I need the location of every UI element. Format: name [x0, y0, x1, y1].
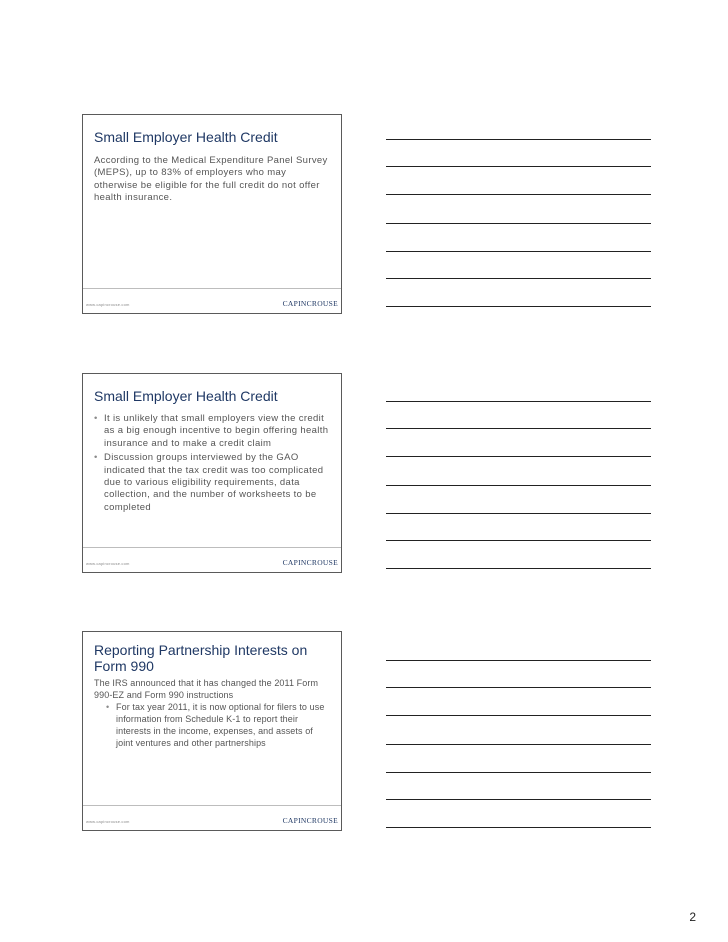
slide-3-logo: CAPINCROUSE	[282, 816, 338, 825]
slide-2	[82, 373, 342, 573]
slide-1-title: Small Employer Health Credit	[94, 129, 278, 145]
slide-2-bullet-list	[94, 413, 329, 514]
note-line	[386, 139, 651, 140]
note-line	[386, 428, 651, 429]
note-line	[386, 799, 651, 800]
note-line	[386, 568, 651, 569]
note-line	[386, 827, 651, 828]
slide-1-body: According to the Medical Expenditure Panel Survey (MEPS), up to 83% of employers who may otherwise be eligible for the full credit do not offer health insurance.	[94, 155, 328, 204]
slide-3-body	[94, 677, 329, 751]
slide-2-bullet-2: • Discussion groups interviewed by the GAO indicated that the tax credit was too complicated due to various eligibility requirements, data collection, and the number of worksheets to be completed	[94, 452, 329, 514]
slide-1-footer-url: www.capincrouse.com	[86, 302, 130, 307]
slide-3	[82, 631, 342, 831]
slide-3-sub-bullet-1: • For tax year 2011, it is now optional for filers to use information from Schedule K-1 to report their interests in the income, expenses, and assets of joint ventures and other partnerships	[106, 701, 329, 749]
note-line	[386, 772, 651, 773]
note-line	[386, 456, 651, 457]
note-line	[386, 194, 651, 195]
note-line	[386, 513, 651, 514]
note-line	[386, 306, 651, 307]
slide-2-footer	[83, 547, 341, 572]
slide-3-title: Reporting Partnership Interests on Form 990	[94, 642, 308, 674]
note-line	[386, 278, 651, 279]
slide-1	[82, 114, 342, 314]
note-line	[386, 166, 651, 167]
slide-2-footer-url: www.capincrouse.com	[86, 561, 130, 566]
page-number: 2	[689, 910, 696, 924]
note-line	[386, 540, 651, 541]
slide-3-footer	[83, 805, 341, 830]
note-line	[386, 660, 651, 661]
slide-2-body	[94, 413, 329, 516]
note-line	[386, 223, 651, 224]
slide-2-logo: CAPINCROUSE	[282, 558, 338, 567]
slide-1-footer	[83, 288, 341, 313]
note-line	[386, 744, 651, 745]
note-line	[386, 687, 651, 688]
slide-3-paragraph: The IRS announced that it has changed the 2011 Form 990-EZ and Form 990 instructions	[94, 678, 319, 700]
note-line	[386, 401, 651, 402]
note-line	[386, 485, 651, 486]
slide-2-bullet-1: • It is unlikely that small employers view the credit as a big enough incentive to begin offering health insurance and to make a credit claim	[94, 413, 329, 450]
slide-3-sub-list	[94, 701, 329, 749]
note-line	[386, 715, 651, 716]
slide-1-logo: CAPINCROUSE	[282, 299, 338, 308]
slide-3-footer-url: www.capincrouse.com	[86, 819, 130, 824]
slide-2-title: Small Employer Health Credit	[94, 388, 278, 404]
note-line	[386, 251, 651, 252]
